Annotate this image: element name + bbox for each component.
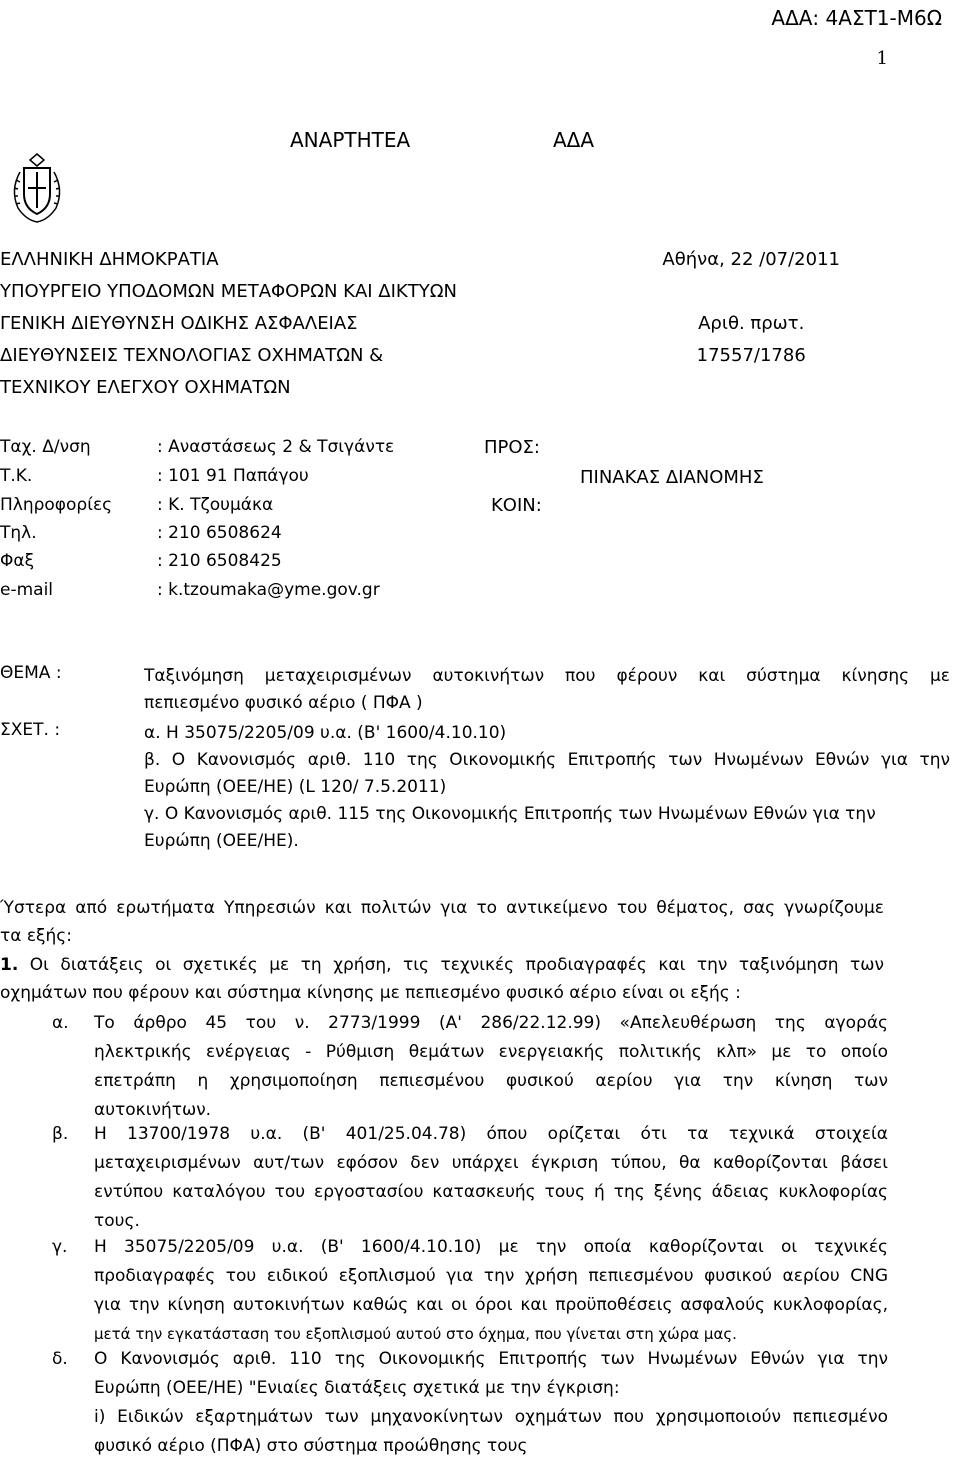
item-line: Ο Κανονισμός αριθ. 110 της Οικονομικής Επιτροπής των Ηνωμένων Εθνών για την: [94, 1349, 888, 1369]
item-line: μεταχειρισμένων αυτ/των εφόσον δεν υπάρχει έγκριση τύπου, θα καθορίζονται βάσει: [94, 1153, 888, 1173]
item-text: [94, 1233, 888, 1349]
item-line: Ευρώπη (ΟΕΕ/ΗΕ) "Ενιαίες διατάξεις σχετικά με την έγκριση:: [94, 1378, 620, 1398]
point-number: 1.: [0, 955, 19, 975]
to-label: ΠΡΟΣ:: [484, 437, 540, 458]
contact-value: : Κ. Τζουμάκα: [157, 495, 274, 515]
reference-line: α. Η 35075/2205/09 υ.α. (Β' 1600/4.10.10): [144, 723, 507, 743]
item-marker: δ.: [52, 1349, 68, 1369]
contact-value: : Αναστάσεως 2 & Τσιγάντε: [157, 437, 395, 457]
email-link[interactable]: : k.tzoumaka@yme.gov.gr: [157, 580, 380, 600]
reference-line: Ευρώπη (ΟΕΕ/ΗΕ).: [144, 831, 299, 851]
contact-value: : 210 6508624: [157, 523, 282, 543]
item-line: για την κίνηση αυτοκινήτων καθώς και οι όροι και προϋποθέσεις ασφαλούς κυκλοφορίας,: [94, 1295, 888, 1315]
item-line: Η 13700/1978 υ.α. (Β' 401/25.04.78) όπου ορίζεται ότι τα τεχνικά στοιχεία: [94, 1124, 888, 1144]
ada-code: ΑΔΑ: 4ΑΣΤ1-Μ6Ω: [771, 6, 942, 30]
contact-value: : 101 91 Παπάγου: [157, 466, 309, 486]
contact-value: : 210 6508425: [157, 551, 282, 571]
protocol-number: 17557/1786: [696, 345, 806, 366]
authority-line: ΔΙΕΥΘΥΝΣΕΙΣ ΤΕΧΝΟΛΟΓΙΑΣ ΟΧΗΜΑΤΩΝ &: [0, 345, 384, 366]
item-marker: α.: [52, 1013, 69, 1033]
point-text: Οι διατάξεις οι σχετικές με τη χρήση, τις τεχνικές προδιαγραφές και την ταξινόμηση των: [29, 955, 884, 975]
coat-of-arms-icon: [6, 150, 68, 226]
authority-block: [0, 244, 457, 404]
reference-line: β. Ο Κανονισμός αριθ. 110 της Οικονομικής Επιτροπής των Ηνωμένων Εθνών για την: [144, 750, 950, 770]
subject-line: πεπιεσμένο φυσικό αέριο ( ΠΦΑ ): [144, 693, 423, 713]
item-line: προδιαγραφές του ειδικού εξοπλισμού για την χρήση πεπιεσμένου φυσικού αερίου CNG: [94, 1266, 888, 1286]
reference-label: ΣΧΕΤ. :: [0, 720, 61, 740]
subject-line: Ταξινόμηση μεταχειρισμένων αυτοκινήτων που φέρουν και σύστημα κίνησης με: [144, 666, 950, 686]
page-number: 1: [876, 48, 888, 69]
contact-label: e-mail: [0, 580, 54, 600]
date-spacer: [662, 276, 840, 308]
reference-line: γ. Ο Κανονισμός αριθ. 115 της Οικονομικής Επιτροπής των Ηνωμένων Εθνών για την: [144, 804, 876, 824]
authority-line: ΥΠΟΥΡΓΕΙΟ ΥΠΟΔΟΜΩΝ ΜΕΤΑΦΟΡΩΝ ΚΑΙ ΔΙΚΤΥΩΝ: [0, 281, 457, 302]
reference-line: Ευρώπη (ΟΕΕ/ΗΕ) (L 120/ 7.5.2011): [144, 777, 447, 797]
intro-line: τα εξής:: [0, 926, 72, 946]
distribution-list: ΠΙΝΑΚΑΣ ΔΙΑΝΟΜΗΣ: [580, 467, 764, 488]
authority-line: ΤΕΧΝΙΚΟΥ ΕΛΕΓΧΟΥ ΟΧΗΜΑΤΩΝ: [0, 377, 291, 398]
item-text: [94, 1345, 888, 1461]
intro-paragraph: [0, 894, 884, 950]
point-line: [0, 951, 884, 979]
item-line: Το άρθρο 45 του ν. 2773/1999 (Α' 286/22.12.99) «Απελευθέρωση της αγοράς: [94, 1013, 888, 1033]
item-line: τους.: [94, 1211, 140, 1231]
ada-label: ΑΔΑ: [553, 128, 595, 152]
cc-label: ΚΟΙΝ:: [491, 495, 542, 516]
contact-label: Τηλ.: [0, 523, 37, 543]
item-line: επετράπη η χρησιμοποίηση πεπιεσμένου φυσικού αερίου για την κίνηση των: [94, 1071, 888, 1091]
point-1: [0, 951, 884, 1007]
item-line: αυτοκινήτων.: [94, 1100, 212, 1120]
protocol-label: Αριθ. πρωτ.: [698, 313, 805, 334]
subject-text: [144, 663, 950, 717]
item-marker: γ.: [52, 1237, 68, 1257]
item-marker: β.: [52, 1124, 69, 1144]
subject-label: ΘΕΜΑ :: [0, 663, 62, 683]
authority-line: ΓΕΝΙΚΗ ΔΙΕΥΘΥΝΣΗ ΟΔΙΚΗΣ ΑΣΦΑΛΕΙΑΣ: [0, 313, 358, 334]
item-text: [94, 1009, 888, 1125]
contact-label: Τ.Κ.: [0, 466, 33, 486]
reference-text: [144, 720, 950, 855]
item-text: [94, 1120, 888, 1236]
posting-label: ΑΝΑΡΤΗΤΕΑ: [290, 128, 411, 152]
document-date: Αθήνα, 22 /07/2011: [662, 249, 840, 270]
contact-label: Ταχ. Δ/νση: [0, 437, 91, 457]
contact-label: Φαξ: [0, 551, 35, 571]
item-line: i) Ειδικών εξαρτημάτων των μηχανοκίνητων οχημάτων που χρησιμοποιούν πεπιεσμένο: [94, 1407, 888, 1427]
date-block: [662, 244, 840, 372]
point-line: οχημάτων που φέρουν και σύστημα κίνησης με πεπιεσμένο φυσικό αέριο είναι οι εξής :: [0, 983, 741, 1003]
item-line: Η 35075/2205/09 υ.α. (Β' 1600/4.10.10) με την οποία καθορίζονται οι τεχνικές: [94, 1237, 888, 1257]
authority-line: ΕΛΛΗΝΙΚΗ ΔΗΜΟΚΡΑΤΙΑ: [0, 249, 219, 270]
item-line: εντύπου καταλόγου του εργοστασίου κατασκευής τους ή της ξένης άδειας κυκλοφορίας: [94, 1182, 888, 1202]
item-line: φυσικό αέριο (ΠΦΑ) στο σύστημα προώθησης τους: [94, 1436, 528, 1456]
item-line: μετά την εγκατάσταση του εξοπλισμού αυτού στο όχημα, που γίνεται στη χώρα μας.: [94, 1325, 737, 1343]
intro-line: Ύστερα από ερωτήματα Υπηρεσιών και πολιτών για το αντικείμενο του θέματος, σας γνωρίζουμε: [0, 898, 884, 918]
item-line: ηλεκτρικής ενέργειας - Ρύθμιση θεμάτων ενεργειακής πολιτικής κλπ» με το οποίο: [94, 1042, 888, 1062]
contact-label: Πληροφορίες: [0, 495, 113, 515]
